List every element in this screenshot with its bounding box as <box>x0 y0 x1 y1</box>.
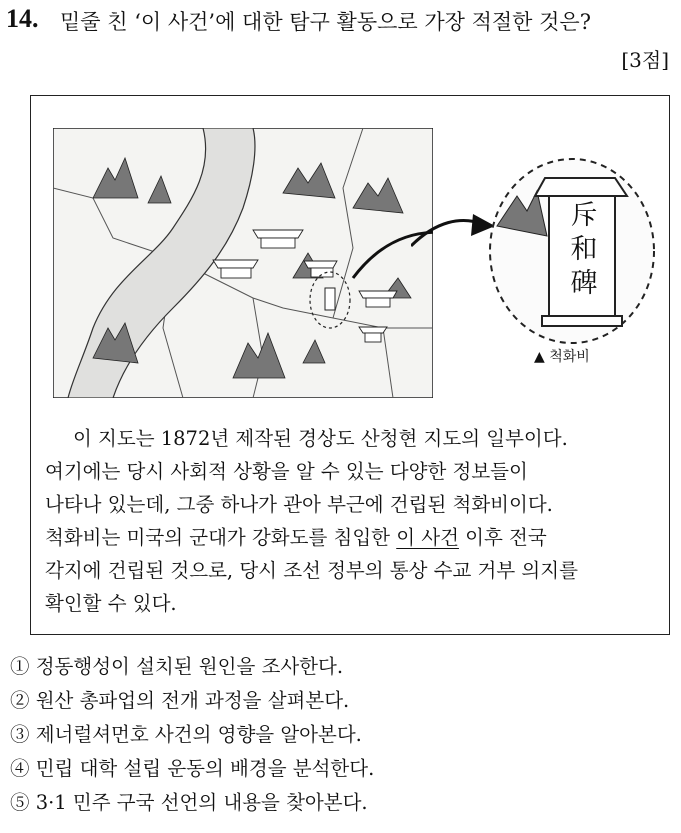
map-illustration <box>53 128 433 398</box>
passage-line-5: 각지에 건립된 것으로, 당시 조선 정부의 통상 수교 거부 의지를 <box>45 559 578 582</box>
option-4[interactable]: ④ 민립 대학 설립 운동의 배경을 분석한다. <box>10 757 375 780</box>
option-2[interactable]: ② 원산 총파업의 전개 과정을 살펴본다. <box>10 689 350 712</box>
source-box <box>30 95 670 635</box>
question-points: [3점] <box>621 48 669 72</box>
stele-char-2: 和 <box>570 234 598 265</box>
figure-caption: ▲ 척화비 <box>534 349 590 365</box>
passage-line-3: 나타나 있는데, 그중 하나가 관아 부근에 건립된 척화비이다. <box>45 493 553 516</box>
passage-line-4-pre: 척화비는 미국의 군대가 강화도를 침입한 <box>45 526 397 549</box>
option-3[interactable]: ③ 제너럴셔먼호 사건의 영향을 알아본다. <box>10 723 362 746</box>
option-5[interactable]: ⑤ 3·1 민주 구국 선언의 내용을 찾아본다. <box>10 791 368 814</box>
option-1[interactable]: ① 정동행성이 설치된 원인을 조사한다. <box>10 655 344 678</box>
underlined-event: 이 사건 <box>396 526 459 549</box>
stele-char-3: 碑 <box>570 268 598 299</box>
stele-char-1: 斥 <box>570 200 598 231</box>
passage <box>45 422 657 620</box>
passage-line-1: 이 지도는 1872년 제작된 경상도 산청현 지도의 일부이다. <box>73 427 568 450</box>
answer-options <box>10 650 374 820</box>
stele-chars <box>551 199 617 301</box>
question-number: 14. <box>6 4 39 33</box>
passage-line-2: 여기에는 당시 사회적 상황을 알 수 있는 다양한 정보들이 <box>45 460 528 483</box>
passage-line-4-post: 이후 전국 <box>458 526 547 549</box>
passage-line-6: 확인할 수 있다. <box>45 592 177 615</box>
passage-line-4 <box>45 521 657 554</box>
question-text: 밑줄 친 ‘이 사건’에 대한 탐구 활동으로 가장 적절한 것은? <box>60 10 591 34</box>
